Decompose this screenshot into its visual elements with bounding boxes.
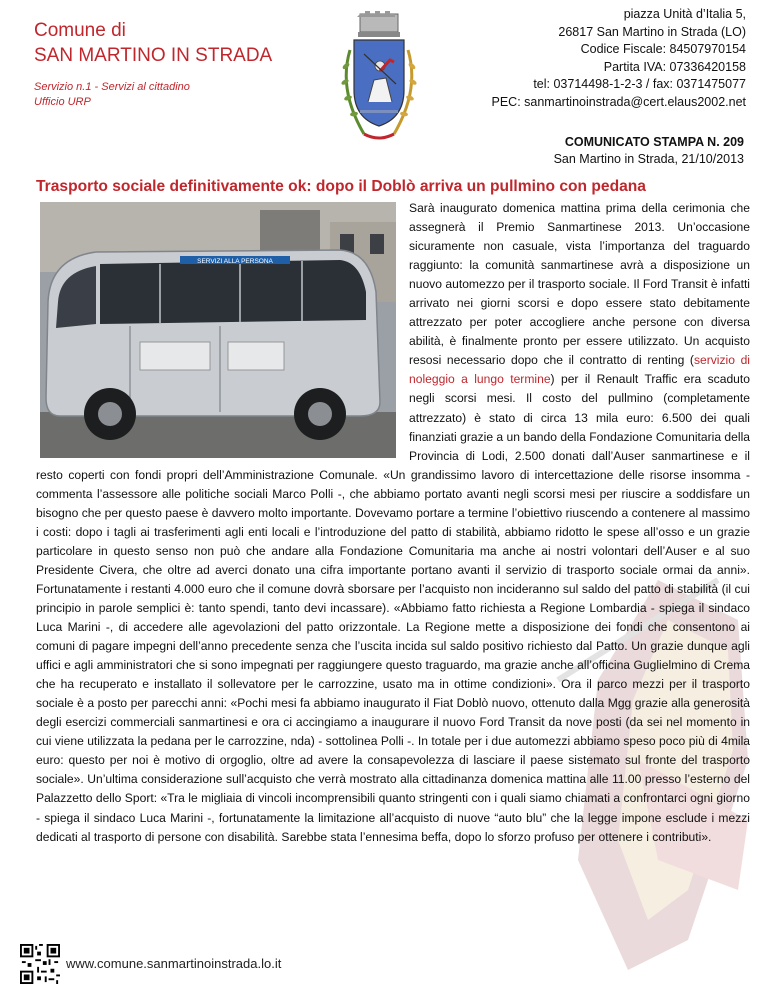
qr-code-icon xyxy=(20,944,60,984)
org-line-2: SAN MARTINO IN STRADA xyxy=(34,45,273,66)
service-line-1: Servizio n.1 - Servizi al cittadino xyxy=(34,81,190,93)
contact-block xyxy=(446,6,746,111)
press-release-number: COMUNICATO STAMPA N. 209 xyxy=(564,135,744,149)
service-info xyxy=(34,80,190,110)
article-headline: Trasporto sociale definitivamente ok: dopo il Doblò arriva un pullmino con pedana xyxy=(36,178,646,195)
article-body xyxy=(36,199,750,847)
article-text-part-2: ) per il Renault Traffic era scaduto negli scorsi mesi. Il costo del pullmino (completamente attrezzato) è stato di circa 13 mila euro: 6.500 dei quali finanziati grazie a un bando della Fondazione Comunitaria della Provincia di Lodi, 2.500 donati dall’Auser sanmartinese e il resto coperti con fondi propri dell’Amministrazione Comunale. «Un grandissimo lavoro di intercettazione delle risorse insomma - commenta l’assessore alle politiche sociali Marco Polli -, che abbiamo portato avanti negli scorsi mesi per riuscire a soddisfare un bisogno che per questo paese è davvero molto importante. Dovevamo portare a termine l’obiettivo riuscendo a contenere al massimo i costi: dopo i tagli ai trasferimenti agli enti locali e l’introduzione del patto di stabilità, abbiamo ridotto le spese all’osso e un grazie particolare in questo senso non può che andare alla Fondazione Comunitaria ma anche ai nostri volontari dell’Auser e al suo Presidente Civera, che oltre ad averci donato una cifra importante portano avanti il servizio di trasporto sociale ormai da anni». Fortunatamente i restanti 4.000 euro che il comune dovrà sborsare per l’acquisto non incideranno sul saldo del patto di stabilità (il cui principio in parole semplici è: tanto spendi, tanto devi incassare). «Abbiamo fatto richiesta a Regione Lombardia - spiega il sindaco Luca Marini -, di accedere alle agevolazioni del patto orizzontale. La Regione mette a disposizione dei fondi che consentono ai comuni di pagare impegni dell’anno precedente senza che l’uscita incida sul saldo positivo richiesto dal Patto. Un grazie dunque agli uffici e agli amministratori che si sono impegnati per raggiungere questo traguardo, ma grazie anche all’officina Guglielmino di Crema che ha recuperato e installato il sollevatore per le carrozzine, usato ma in ottime condizioni». Ora il parco mezzi per il trasporto sociale è a posto per parecchi anni: «Pochi mesi fa abbiamo inaugurato il Fiat Doblò nuovo, ottenuto dalla Mgg grazie alla generosità degli esercizi commerciali sanmartinesi e ora ci accingiamo a inaugurare il nuovo Ford Transit da nove posti (da sei nel momento in cui viene utilizzata la pedana per le carrozzine, nda) - sottolinea Polli -. In totale per i due automezzi abbiamo speso poco più di 4mila euro: questo per noi è motivo di orgoglio, oltre ad avere la consapevolezza di lasciare il paese sistemato sul fronte del trasporto sociale». Un’ultima considerazione sull’acquisto che verrà mostrato alla cittadinanza domenica mattina alle 11.00 presso l’esterno del Palazzetto dello Sport: «Tra le migliaia di vincoli incomprensibili quanto stringenti con i quali siamo chiamati a confrontarci ogni giorno - spiega il sindaco Luca Marini -, fortunatamente la limitazione all’acquisto di nuove “auto blu” che la legge impone esclude i mezzi dedicati al trasporto di persone con disabilità. Sarebbe stata l’ennesima beffa, dopo lo sforzo profuso per ottenere i contributi». xyxy=(36,372,750,844)
article-text-part-1: Sarà inaugurato domenica mattina prima della cerimonia che assegnerà il Premio Sanmartinese 2013. Un’occasione sicuramente non casuale, vista l’importanza del traguardo raggiunto: la comunità sanmartinese avrà a disposizione un nuovo automezzo per il trasporto sociale. Il Ford Transit è infatti arrivato nei giorni scorsi e dopo essere stato debitamente attrezzato per poter accogliere anche persone con diversa abilità, è finalmente pronto per essere utilizzato. Un acquisto resosi necessario dopo che il contratto di renting ( xyxy=(409,201,750,368)
website-url[interactable]: www.comune.sanmartinoinstrada.lo.it xyxy=(66,956,282,971)
renting-definition-note: servizio di noleggio a lungo termine xyxy=(409,353,750,387)
contact-pec: PEC: sanmartinoinstrada@cert.elaus2002.net xyxy=(491,94,746,109)
municipal-crest-icon xyxy=(334,10,424,142)
contact-phone-fax: tel: 03714498-1-2-3 / fax: 0371475077 xyxy=(533,77,746,91)
municipality-name xyxy=(34,18,272,68)
contact-address: piazza Unità d’Italia 5, xyxy=(623,7,746,21)
contact-city: 26817 San Martino in Strada (LO) xyxy=(558,24,746,39)
contact-fiscal-code: Codice Fiscale: 84507970154 xyxy=(580,42,746,56)
contact-vat: Partita IVA: 07336420158 xyxy=(603,59,746,74)
press-release-date: San Martino in Strada, 21/10/2013 xyxy=(553,152,744,166)
service-line-2: Ufficio URP xyxy=(34,96,91,108)
press-release-info xyxy=(554,134,744,168)
van-sign-text: SERVIZI ALLA PERSONA xyxy=(197,258,273,265)
org-line-1: Comune di xyxy=(34,20,126,41)
photo-text-wrap-spacer xyxy=(36,199,409,457)
